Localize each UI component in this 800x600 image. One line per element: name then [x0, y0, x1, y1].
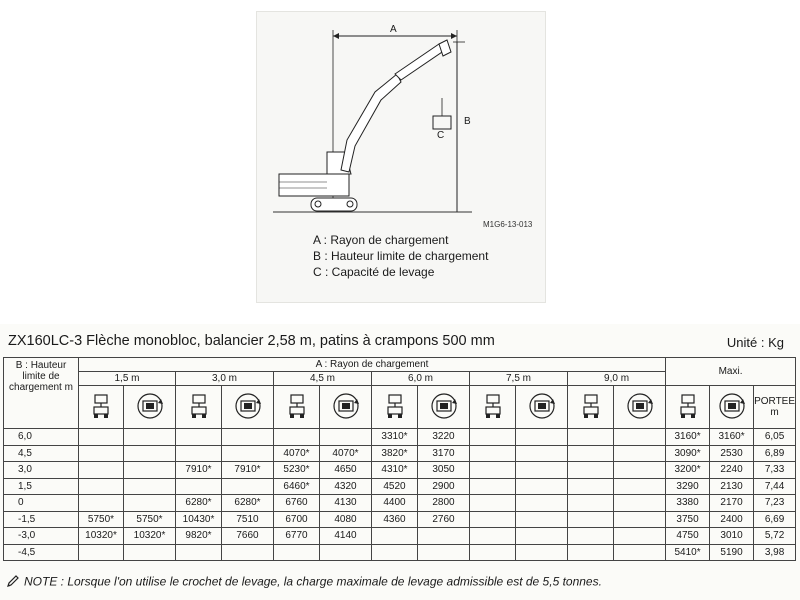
- table-cell: 3290: [666, 478, 710, 495]
- table-cell: [124, 478, 176, 495]
- table-cell: [470, 462, 516, 479]
- table-cell: [614, 478, 666, 495]
- label-b: B: [464, 116, 471, 127]
- table-cell: [79, 478, 124, 495]
- row-height-value: 1,5: [4, 478, 79, 495]
- table-cell: [516, 511, 568, 528]
- table-cell: [222, 445, 274, 462]
- header-radius: A : Rayon de chargement: [79, 358, 666, 372]
- table-cell: [176, 544, 222, 561]
- table-cell: 6280*: [176, 495, 222, 512]
- rotation-lift-icon: [320, 386, 372, 429]
- table-cell: 2530: [710, 445, 754, 462]
- label-c: C: [437, 130, 445, 141]
- table-cell: [79, 429, 124, 446]
- table-cell: 2400: [710, 511, 754, 528]
- legend-item-b: B : Hauteur limite de chargement: [313, 249, 489, 263]
- table-cell: 4360: [372, 511, 418, 528]
- table-cell: 10320*: [79, 528, 124, 545]
- table-cell: [614, 445, 666, 462]
- table-cell: [274, 429, 320, 446]
- table-cell: [124, 429, 176, 446]
- legend-item-a: A : Rayon de chargement: [313, 233, 449, 247]
- table-cell: [516, 462, 568, 479]
- front-lift-icon: [274, 386, 320, 429]
- table-cell: [614, 495, 666, 512]
- row-height-value: -3,0: [4, 528, 79, 545]
- row-height-value: -1,5: [4, 511, 79, 528]
- table-cell: 3160*: [666, 429, 710, 446]
- table-cell: [470, 429, 516, 446]
- table-cell: [470, 544, 516, 561]
- table-cell: 6760: [274, 495, 320, 512]
- table-cell: 3050: [418, 462, 470, 479]
- table-cell: [222, 429, 274, 446]
- header-distance: 9,0 m: [568, 372, 666, 386]
- rotation-lift-icon: [222, 386, 274, 429]
- table-cell: 5230*: [274, 462, 320, 479]
- table-cell: 3380: [666, 495, 710, 512]
- table-cell: 5750*: [79, 511, 124, 528]
- table-cell: 5750*: [124, 511, 176, 528]
- header-portee: PORTEE m: [754, 386, 796, 429]
- note-text: NOTE : Lorsque l'on utilise le crochet de levage, la charge maximale de levage admissible est de 5,5 tonnes.: [24, 574, 602, 589]
- front-lift-icon: [568, 386, 614, 429]
- table-cell: 5410*: [666, 544, 710, 561]
- front-lift-icon: [666, 386, 710, 429]
- table-cell: [614, 528, 666, 545]
- table-row: [4, 511, 796, 528]
- table-cell: 2900: [418, 478, 470, 495]
- table-cell: 6700: [274, 511, 320, 528]
- row-height-value: 4,5: [4, 445, 79, 462]
- table-cell: [614, 429, 666, 446]
- rotation-lift-icon: [614, 386, 666, 429]
- rotation-lift-icon: [124, 386, 176, 429]
- rotation-lift-icon: [710, 386, 754, 429]
- table-cell: [124, 495, 176, 512]
- rotation-lift-icon: [516, 386, 568, 429]
- row-height-value: 0: [4, 495, 79, 512]
- table-cell: [372, 544, 418, 561]
- table-cell: [124, 462, 176, 479]
- table-cell: [516, 478, 568, 495]
- table-cell: [470, 528, 516, 545]
- table-cell: [516, 528, 568, 545]
- table-cell: 5190: [710, 544, 754, 561]
- table-row: [4, 528, 796, 545]
- table-cell: [320, 429, 372, 446]
- table-cell: 3750: [666, 511, 710, 528]
- row-height-value: 6,0: [4, 429, 79, 446]
- table-cell: 7,33: [754, 462, 796, 479]
- table-cell: [614, 544, 666, 561]
- table-cell: [568, 544, 614, 561]
- table-cell: 4320: [320, 478, 372, 495]
- table-cell: [470, 478, 516, 495]
- table-cell: 3200*: [666, 462, 710, 479]
- table-cell: [320, 544, 372, 561]
- table-cell: [568, 462, 614, 479]
- table-cell: [614, 462, 666, 479]
- header-height: B : Hauteur limite de chargement m: [4, 358, 79, 429]
- unit-label: Unité : Kg: [726, 335, 784, 350]
- table-cell: 4130: [320, 495, 372, 512]
- front-lift-icon: [372, 386, 418, 429]
- pencil-icon: [6, 574, 20, 591]
- front-lift-icon: [79, 386, 124, 429]
- table-cell: 7910*: [176, 462, 222, 479]
- table-cell: 3310*: [372, 429, 418, 446]
- table-cell: [222, 544, 274, 561]
- table-cell: 6460*: [274, 478, 320, 495]
- table-cell: 6,69: [754, 511, 796, 528]
- header-distance: 3,0 m: [176, 372, 274, 386]
- table-cell: [516, 429, 568, 446]
- table-cell: 4080: [320, 511, 372, 528]
- table-cell: 3820*: [372, 445, 418, 462]
- table-cell: 6770: [274, 528, 320, 545]
- table-cell: 4650: [320, 462, 372, 479]
- table-cell: 4400: [372, 495, 418, 512]
- table-cell: [568, 445, 614, 462]
- table-cell: [568, 478, 614, 495]
- table-row: [4, 429, 796, 446]
- header-distance: 4,5 m: [274, 372, 372, 386]
- front-lift-icon: [470, 386, 516, 429]
- table-cell: [79, 445, 124, 462]
- table-cell: 3170: [418, 445, 470, 462]
- table-cell: [79, 495, 124, 512]
- table-cell: 2170: [710, 495, 754, 512]
- front-lift-icon: [176, 386, 222, 429]
- table-row: [4, 495, 796, 512]
- table-cell: 2800: [418, 495, 470, 512]
- load-table-panel: [0, 324, 800, 600]
- table-cell: 4520: [372, 478, 418, 495]
- table-cell: [274, 544, 320, 561]
- table-cell: 2130: [710, 478, 754, 495]
- table-row: [4, 445, 796, 462]
- table-cell: [568, 495, 614, 512]
- table-cell: [176, 445, 222, 462]
- note: [6, 574, 602, 591]
- table-cell: 7,23: [754, 495, 796, 512]
- table-cell: 3090*: [666, 445, 710, 462]
- table-cell: 4070*: [320, 445, 372, 462]
- table-cell: [516, 544, 568, 561]
- table-cell: [516, 445, 568, 462]
- table-cell: 2760: [418, 511, 470, 528]
- label-a: A: [390, 24, 397, 35]
- table-cell: [176, 429, 222, 446]
- row-height-value: 3,0: [4, 462, 79, 479]
- table-cell: 4070*: [274, 445, 320, 462]
- table-cell: [418, 528, 470, 545]
- excavator-diagram: [256, 11, 546, 303]
- table-cell: 3220: [418, 429, 470, 446]
- table-cell: 4750: [666, 528, 710, 545]
- table-cell: 3160*: [710, 429, 754, 446]
- legend-item-c: C : Capacité de levage: [313, 265, 435, 279]
- table-cell: 5,72: [754, 528, 796, 545]
- load-table: [3, 357, 796, 561]
- diagram-legend: [313, 232, 488, 280]
- table-cell: [222, 478, 274, 495]
- row-height-value: -4,5: [4, 544, 79, 561]
- rotation-lift-icon: [418, 386, 470, 429]
- header-distance: 1,5 m: [79, 372, 176, 386]
- table-cell: [614, 511, 666, 528]
- table-row: [4, 462, 796, 479]
- table-cell: [568, 429, 614, 446]
- table-cell: [124, 445, 176, 462]
- table-row: [4, 544, 796, 561]
- header-distance: 7,5 m: [470, 372, 568, 386]
- table-cell: 7510: [222, 511, 274, 528]
- table-cell: 3,98: [754, 544, 796, 561]
- table-cell: 4310*: [372, 462, 418, 479]
- table-cell: [176, 478, 222, 495]
- table-cell: [372, 528, 418, 545]
- table-cell: 6280*: [222, 495, 274, 512]
- table-row: [4, 478, 796, 495]
- table-title: ZX160LC-3 Flèche monobloc, balancier 2,58 m, patins à crampons 500 mm: [8, 333, 495, 349]
- table-cell: 7910*: [222, 462, 274, 479]
- table-cell: [470, 445, 516, 462]
- table-cell: 10430*: [176, 511, 222, 528]
- table-cell: 10320*: [124, 528, 176, 545]
- table-cell: 7,44: [754, 478, 796, 495]
- table-cell: 6,05: [754, 429, 796, 446]
- table-cell: 7660: [222, 528, 274, 545]
- table-cell: 4140: [320, 528, 372, 545]
- table-cell: 6,89: [754, 445, 796, 462]
- table-cell: 2240: [710, 462, 754, 479]
- table-cell: [516, 495, 568, 512]
- table-cell: 3010: [710, 528, 754, 545]
- table-cell: [124, 544, 176, 561]
- header-maxi: Maxi.: [666, 358, 796, 386]
- table-cell: [568, 528, 614, 545]
- table-cell: [418, 544, 470, 561]
- table-cell: [79, 544, 124, 561]
- header-distance: 6,0 m: [372, 372, 470, 386]
- table-cell: [79, 462, 124, 479]
- figure-id: M1G6-13-013: [483, 220, 533, 229]
- table-cell: [470, 495, 516, 512]
- table-cell: [568, 511, 614, 528]
- table-cell: [470, 511, 516, 528]
- table-cell: 9820*: [176, 528, 222, 545]
